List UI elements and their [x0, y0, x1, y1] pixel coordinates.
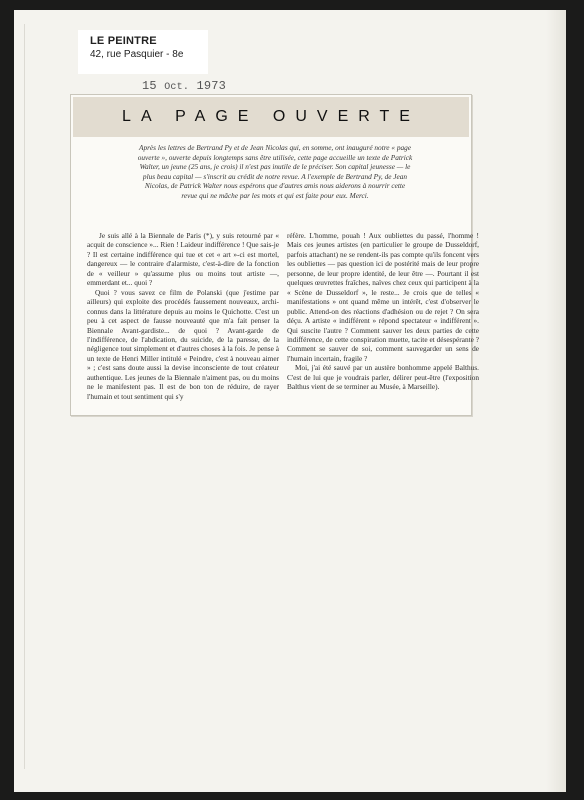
paragraph: Quoi ? vous savez ce film de Polanski (que j'estime par ailleurs) qui exploite des procédés faussement nouveaux, archi-connus dans la littérature depuis au moins le Quichotte. C'est un peu à cet aspect de fausse nouveauté que m'a fait penser la Biennale Avant-gardiste... de quoi ? Avant-garde de l'indifférence, de l'abdication, du suicide, de la paresse, de la négligence tout simplement et d'autres choses à la fois. Je pense à un texte de Henri Miller intitulé « Peindre, c'est à nouveau aimer » ; c'est sans doute aussi la devise inconsciente de tout créateur authentique. Les jeunes de la Biennale n'aiment pas, ou du moins ne le manifestent pas. Il est de bon ton de réduire, de rayer l'humain et tout sentiment qui s'y: [87, 287, 279, 401]
article-column-right: [287, 231, 479, 392]
press-stamp: [78, 30, 208, 74]
date-stamp: [142, 79, 226, 93]
date-month: Oct.: [164, 82, 190, 93]
newspaper-clipping: [70, 94, 479, 416]
article-column-left: [87, 231, 279, 401]
title-banner: [73, 97, 469, 137]
paragraph: Je suis allé à la Biennale de Paris (*), y suis retourné par « acquit de conscience »... Rien ! Laideur indifférence ! Que sais-je ? Il est certaine indifférence qui tue et cet « art »-ci est mortel, dangereux — le contraire d'alarmiste, c'est-à-dire de la fonction de « veilleur » qu'assume plus ou moins tout artiste —, emmerdant et... quoi ?: [87, 231, 279, 288]
sheet-edge: [546, 10, 566, 792]
paragraph: Moi, j'ai été sauvé par un austère bonhomme appelé Balthus. C'est de lui que je voudrais parler, délirer peut-être (l'exposition Balthus vient de se terminer au Musée, à Marseille).: [287, 363, 479, 392]
article-intro: Après les lettres de Bertrand Py et de Jean Nicolas qui, en somme, ont inauguré notre « page ouverte », ouverte depuis longtemps sans être utilisée, cette page accueille un texte de Patrick Walter, un jeune (25 ans, je crois) il n'est pas inutile de le préciser. Son capital jeunesse — le plus beau capital — s'inscrit au crédit de notre revue. A l'exemple de Bertrand Py, de Jean Nicolas, de Patrick Walter nous espérons que d'autres amis nous aiderons à nourrir cette revue qui ne mâche par les mots et qui est faite pour eux. Merci.: [137, 143, 413, 200]
date-day: 15: [142, 79, 157, 93]
stamp-address: 42, rue Pasquier - 8e: [90, 49, 184, 60]
date-year: 1973: [196, 79, 227, 93]
paragraph: réfère. L'homme, pouah ! Aux oubliettes du passé, l'homme ! Mais ces jeunes artistes (en particulier le groupe de Dusseldorf, parfois attachant) ne se rendent-ils pas compte qu'ils foncent vers les oubliettes — pas question ici de postérité mais de leur propre personne, de leur propre identité, de leur être —. Pourtant il est quelques œuvrettes fraîches, naïves chez ceux qui participent à la « Scène de Dusseldorf », le reste... Je crois que de telles « manifestations » ont quand même un intérêt, c'est d'observer le public. Attend-on des réactions d'adhésion ou de rejet ? On sera déçu. A artiste « indifférent » répond spectateur « indifférent ». Qui suscite l'autre ? Comment sauver les deux parties de cette indifférence, de cette conspiration muette, tacite et désespérante ? Comment se sauver de soi, comment sauvegarder un sens de l'humain incertain, fragile ?: [287, 231, 479, 363]
stamp-publication: LE PEINTRE: [90, 35, 157, 47]
article-title: LA PAGE OUVERTE: [122, 108, 420, 125]
margin-line: [24, 24, 25, 769]
